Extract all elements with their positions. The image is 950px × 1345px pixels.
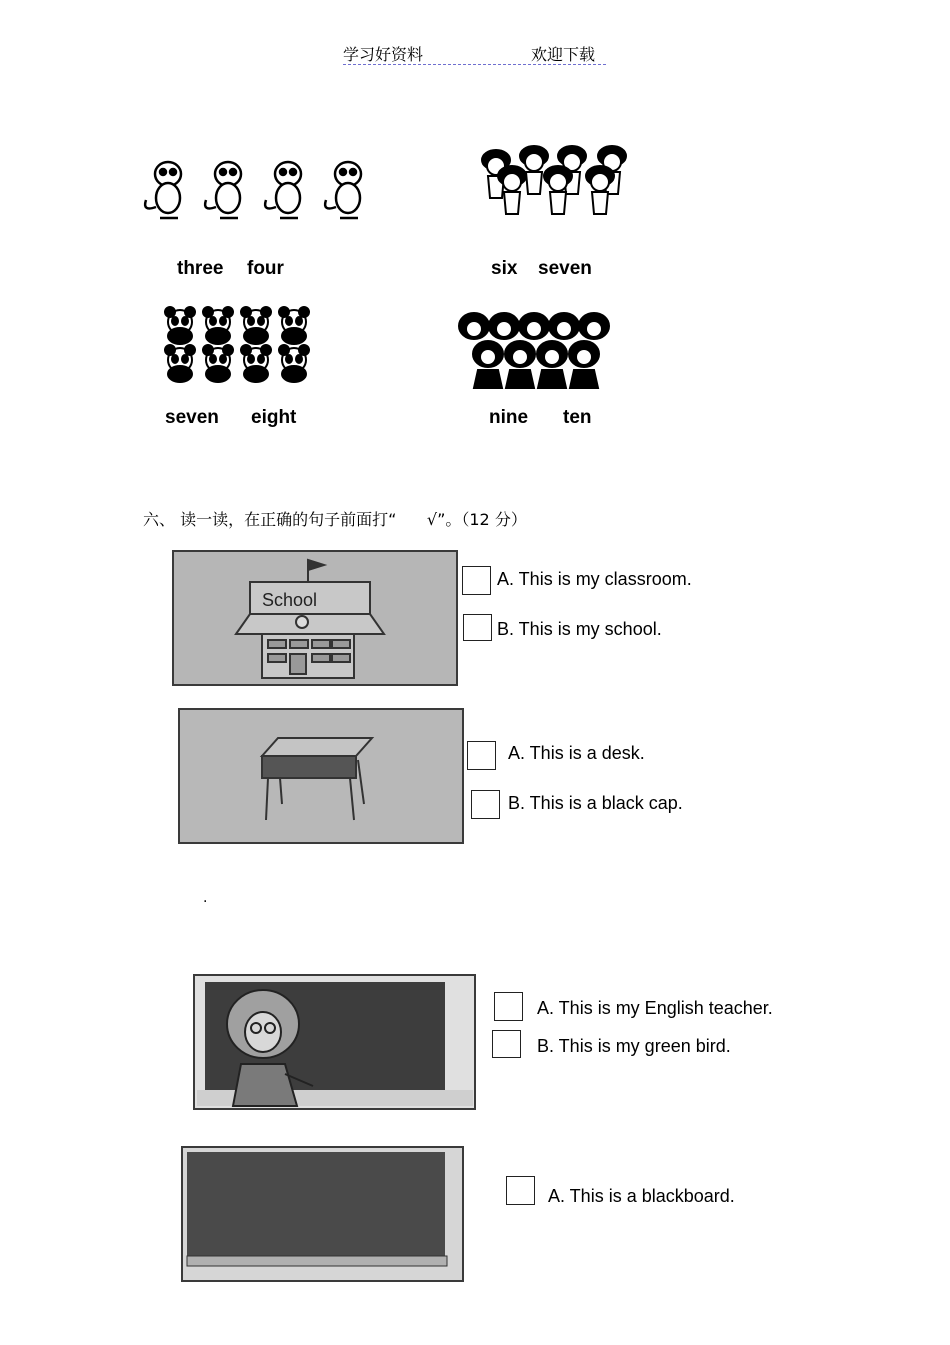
count-option-four: four <box>247 258 284 279</box>
header-left-text: 学习好资料 <box>343 45 424 64</box>
count-option-seven: seven <box>538 258 592 279</box>
stray-dot: . <box>203 890 208 906</box>
q1-option-a-text: A. This is my classroom. <box>497 569 692 589</box>
desk-illustration <box>178 708 464 844</box>
monkeys-illustration <box>138 152 378 224</box>
q3-option-b-checkbox[interactable] <box>492 1030 521 1058</box>
q4-option-a-text: A. This is a blackboard. <box>548 1186 735 1206</box>
boys-illustration <box>474 142 634 220</box>
girls-illustration <box>456 310 616 392</box>
q3-option-b-text: B. This is my green bird. <box>537 1036 731 1056</box>
count-option-eight: eight <box>251 407 297 428</box>
teacher-illustration <box>193 974 476 1110</box>
section-six-title: 六、 读一读，在正确的句子前面打“ √”。（12 分） <box>143 510 527 529</box>
svg-text:School: School <box>262 590 318 610</box>
count-option-three: three <box>177 258 224 279</box>
count-option-seven-b: seven <box>165 407 219 428</box>
count-option-nine: nine <box>489 407 529 428</box>
pandas-illustration <box>160 306 320 386</box>
q1-option-b-text: B. This is my school. <box>497 619 662 639</box>
q1-option-b-checkbox[interactable] <box>463 614 492 641</box>
q2-option-a-checkbox[interactable] <box>467 741 496 770</box>
q4-option-a-checkbox[interactable] <box>506 1176 535 1205</box>
q2-option-b-text: B. This is a black cap. <box>508 793 683 813</box>
header-right-text: 欢迎下载 <box>531 45 596 64</box>
q3-option-a-text: A. This is my English teacher. <box>537 998 773 1018</box>
q2-option-b-checkbox[interactable] <box>471 790 500 819</box>
q3-option-a-checkbox[interactable] <box>494 992 523 1021</box>
count-option-ten: ten <box>563 407 592 428</box>
count-option-six: six <box>491 258 518 279</box>
school-illustration <box>172 550 458 686</box>
blackboard-illustration <box>181 1146 464 1282</box>
header-divider <box>343 64 606 65</box>
q1-option-a-checkbox[interactable] <box>462 566 491 595</box>
q2-option-a-text: A. This is a desk. <box>508 743 645 763</box>
